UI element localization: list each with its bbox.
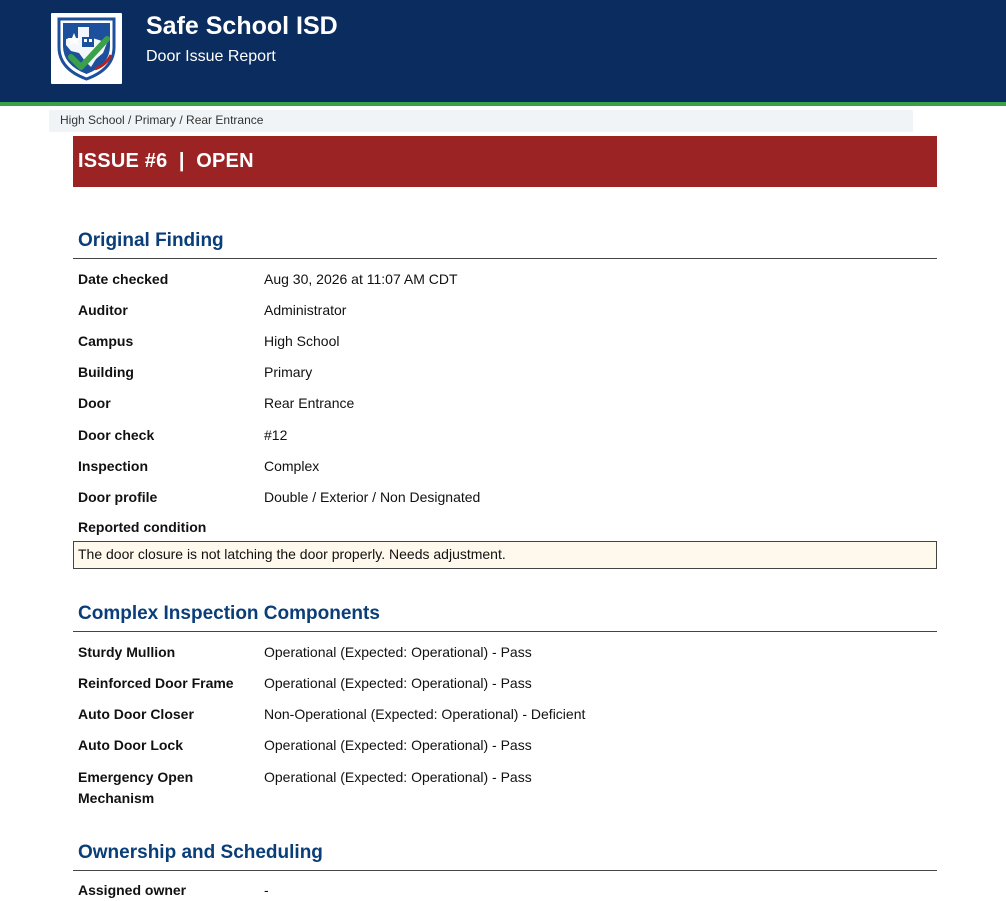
field-value-building: Primary: [264, 364, 313, 380]
field-label-assigned-owner: Assigned owner: [78, 882, 187, 898]
component-label-sturdy-mullion: Sturdy Mullion: [78, 644, 176, 660]
component-label-auto-door-closer: Auto Door Closer: [78, 706, 194, 722]
field-value-inspection: Complex: [264, 458, 320, 474]
page-header: [0, 0, 1006, 102]
field-label-building: Building: [78, 364, 134, 380]
field-value-date-checked: Aug 30, 2026 at 11:07 AM CDT: [264, 271, 458, 287]
section-divider: [73, 258, 937, 259]
component-label-reinforced-door-frame: Reinforced Door Frame: [78, 675, 234, 691]
section-divider: [73, 870, 937, 871]
component-label-auto-door-lock: Auto Door Lock: [78, 737, 183, 753]
field-label-door-profile: Door profile: [78, 489, 158, 505]
field-value-door-profile: Double / Exterior / Non Designated: [264, 489, 481, 505]
field-label-reported-condition: Reported condition: [78, 519, 207, 535]
field-label-inspection: Inspection: [78, 458, 149, 474]
field-label-door-check: Door check: [78, 427, 155, 443]
issue-banner-text: ISSUE #6 | OPEN: [78, 150, 254, 172]
component-status-reinforced-door-frame: Operational (Expected: Operational) - Pass: [264, 675, 532, 691]
section-title-ownership-scheduling: Ownership and Scheduling: [78, 842, 323, 863]
component-status-emergency-open-mechanism: Operational (Expected: Operational) - Pass: [264, 769, 532, 785]
component-status-sturdy-mullion: Operational (Expected: Operational) - Pass: [264, 644, 532, 660]
field-label-date-checked: Date checked: [78, 271, 169, 287]
field-value-door-check: #12: [264, 427, 288, 443]
section-title-original-finding: Original Finding: [78, 230, 224, 251]
app-title: Safe School ISD: [146, 12, 338, 40]
field-label-door: Door: [78, 395, 111, 411]
section-title-inspection-components: Complex Inspection Components: [78, 603, 380, 624]
reported-condition-box: [73, 541, 937, 569]
component-status-auto-door-closer: Non-Operational (Expected: Operational) - Deficient: [264, 706, 586, 722]
component-label-emergency-open-mechanism: Emergency Open Mechanism: [78, 769, 194, 806]
reported-condition-text: The door closure is not latching the door properly. Needs adjustment.: [78, 546, 506, 562]
district-logo: [51, 13, 122, 84]
texas-shield-check-icon: [51, 13, 122, 84]
component-status-auto-door-lock: Operational (Expected: Operational) - Pass: [264, 737, 532, 753]
breadcrumb-text: High School / Primary / Rear Entrance: [60, 113, 264, 127]
app-subtitle: Door Issue Report: [146, 48, 276, 65]
section-divider: [73, 631, 937, 632]
issue-status-banner: [73, 136, 937, 187]
field-value-door: Rear Entrance: [264, 395, 355, 411]
header-accent-stripe: [0, 102, 1006, 106]
field-label-campus: Campus: [78, 333, 134, 349]
field-value-auditor: Administrator: [264, 302, 347, 318]
field-value-assigned-owner: -: [264, 882, 269, 898]
breadcrumb: [49, 110, 913, 132]
field-label-auditor: Auditor: [78, 302, 128, 318]
field-value-campus: High School: [264, 333, 340, 349]
